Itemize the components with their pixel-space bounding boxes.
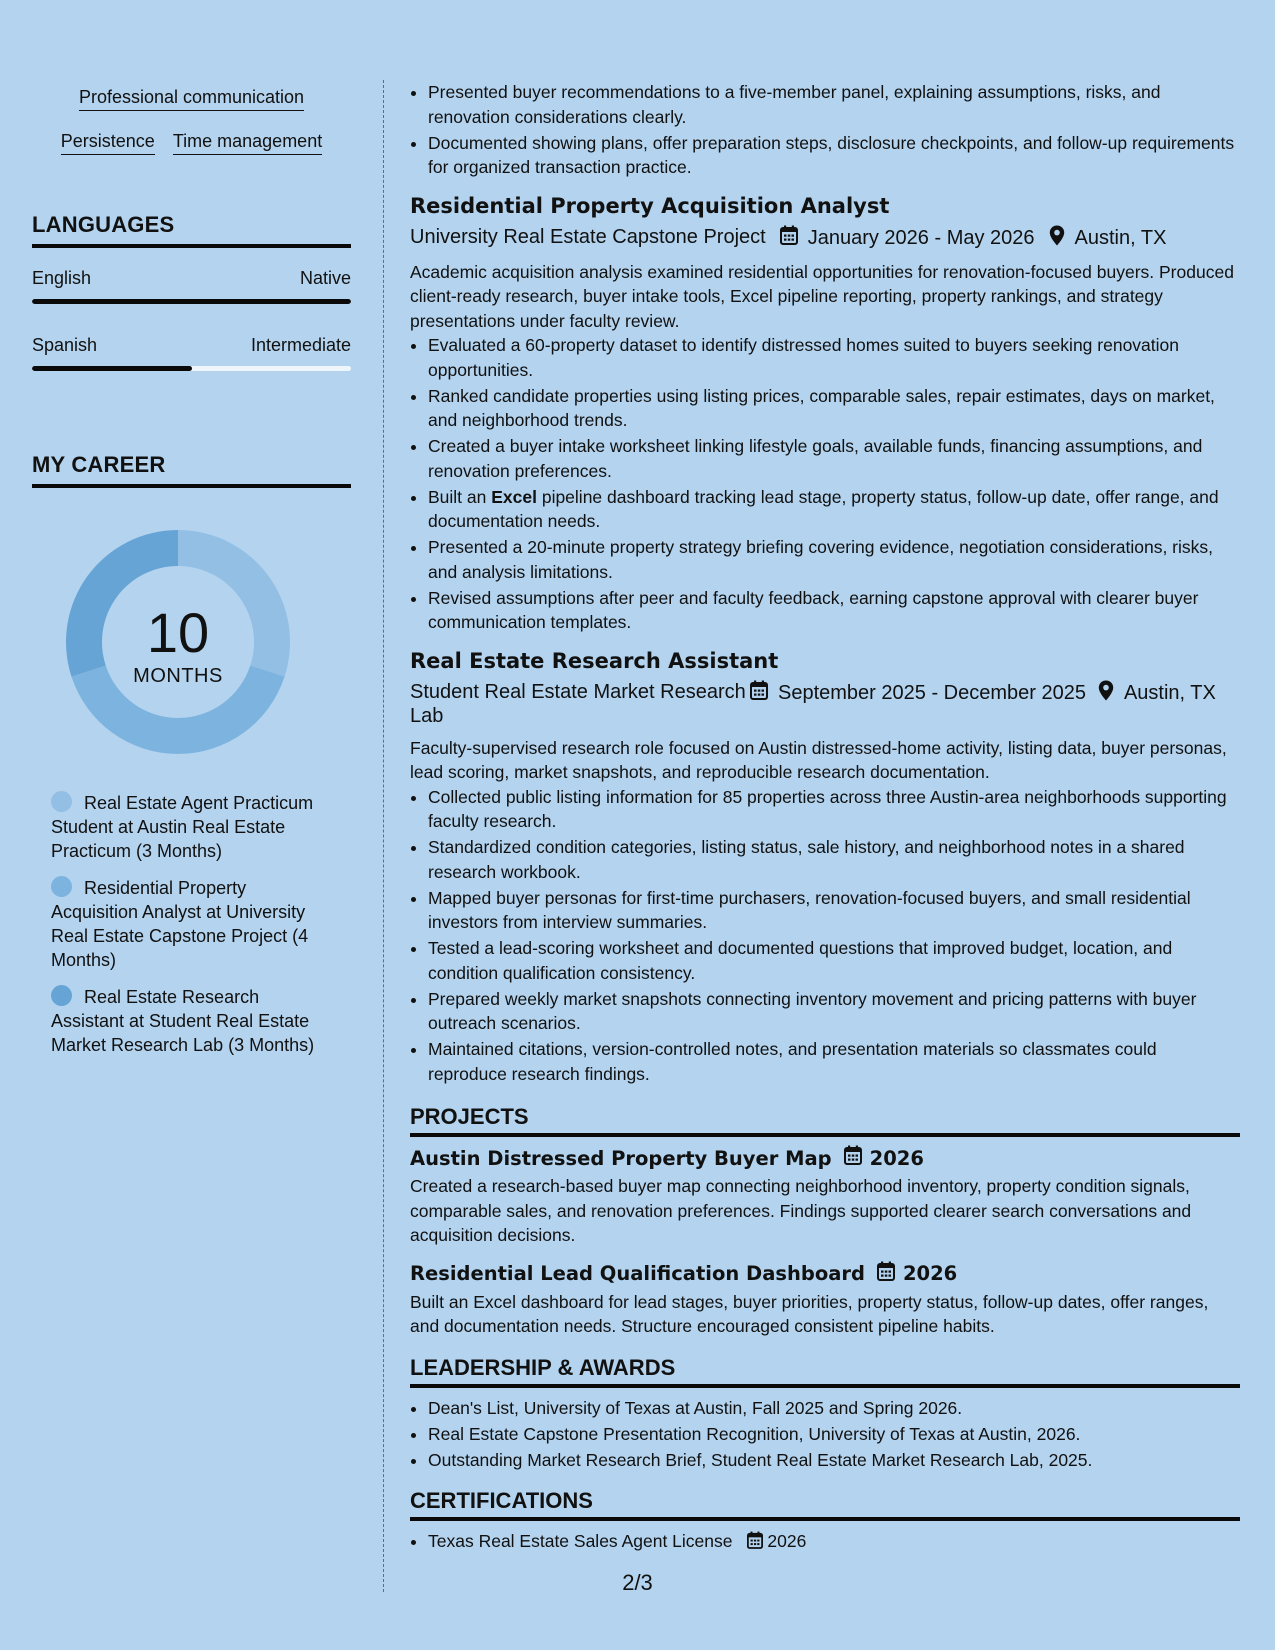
awards-section: [410, 1355, 1240, 1473]
award-item: • Real Estate Capstone Presentation Recognition, University of Texas at Austin, 2026.: [428, 1422, 1240, 1447]
career-list: [51, 791, 333, 1057]
job-meta: [410, 225, 1240, 252]
bullet-bold-text: Excel: [491, 486, 537, 507]
language-proficiency-fill: [32, 299, 351, 304]
job-location: [1049, 225, 1167, 252]
job-title: Real Estate Research Assistant: [410, 648, 779, 673]
career-item: [51, 876, 333, 972]
career-donut-chart: [66, 530, 290, 754]
job-entry: [410, 193, 1240, 635]
job-location-text: Austin, TX: [1123, 682, 1216, 704]
bullet-item: • Prepared weekly market snapshots connecting inventory movement and pricing patterns with buyer outreach scenarios.: [428, 987, 1240, 1036]
bullet-item: • Maintained citations, version-controlled notes, and presentation materials so classmates could reproduce research findings.: [428, 1037, 1240, 1086]
certification-year: 2026: [767, 1531, 807, 1551]
language-level: Intermediate: [250, 335, 351, 355]
continued-bullets: [410, 80, 1240, 180]
career-dot-icon: [51, 876, 72, 897]
job-meta: [410, 680, 1240, 728]
job-entry: [410, 648, 1240, 1087]
skills-row-2: [32, 130, 351, 155]
bullet-item: • Created a buyer intake worksheet linking lifestyle goals, available funds, financing assumptions, and renovation preferences.: [428, 434, 1240, 483]
calendar-icon: [750, 680, 768, 706]
career-item-text: Real Estate Research Assistant at Student Real Estate Market Research Lab (3 Months): [51, 987, 315, 1055]
bullet-item: • Documented showing plans, offer preparation steps, disclosure checkpoints, and follow-up requirements for organized transaction practice.: [428, 131, 1240, 180]
project-name: Residential Lead Qualification Dashboard: [410, 1262, 865, 1285]
bullet-item: • Presented buyer recommendations to a five-member panel, explaining assumptions, risks, and renovation considerations clearly.: [428, 80, 1240, 129]
bullet-item: • Ranked candidate properties using listing prices, comparable sales, repair estimates, days on market, and neighborhood trends.: [428, 384, 1240, 433]
career-dot-icon: [51, 985, 72, 1006]
language-proficiency-fill: [32, 366, 192, 371]
certification-name: Texas Real Estate Sales Agent License: [428, 1531, 733, 1551]
languages-title: LANGUAGES: [32, 212, 351, 248]
language-proficiency-bar: [32, 366, 351, 371]
job-title: Residential Property Acquisition Analyst: [410, 193, 890, 218]
project-name: Austin Distressed Property Buyer Map: [410, 1146, 832, 1170]
job-org-line: Student Real Estate Market Research: [410, 680, 746, 703]
certification-item: [428, 1529, 1240, 1556]
career-section: [32, 452, 351, 488]
skills-row-1: [32, 86, 351, 111]
career-title: MY CAREER: [32, 452, 351, 488]
skill-tag: Persistence: [61, 130, 155, 155]
project-year: 2026: [869, 1146, 924, 1170]
career-item: [51, 985, 333, 1057]
career-item-text: Residential Property Acquisition Analyst at University Real Estate Capstone Project (4 Months): [51, 878, 309, 970]
career-total-number: 10: [146, 601, 210, 664]
projects-title: PROJECTS: [410, 1104, 1240, 1137]
job-summary: Faculty-supervised research role focused on Austin distressed-home activity, listing data, buyer personas, lead scoring, market snapshots, and reproducible research documentation.: [410, 737, 1227, 782]
language-item: [32, 334, 351, 371]
job-location-text: Austin, TX: [1074, 227, 1167, 249]
job-bullets: [410, 333, 1240, 635]
skill-tag: Time management: [173, 130, 322, 155]
language-name: Spanish: [32, 335, 98, 355]
calendar-icon: [877, 1261, 895, 1288]
certifications-title: CERTIFICATIONS: [410, 1488, 1240, 1521]
job-org-line: Lab: [410, 704, 444, 727]
career-dot-icon: [51, 791, 72, 812]
bullet-item: • Mapped buyer personas for first-time purchasers, renovation-focused buyers, and small residential investors from interview summaries.: [428, 886, 1240, 935]
job-dates-text: January 2026 - May 2026: [807, 226, 1035, 249]
map-pin-icon: [1098, 680, 1114, 707]
awards-title: LEADERSHIP & AWARDS: [410, 1355, 1240, 1388]
right-column: [410, 80, 1240, 1557]
bullet-item: [428, 485, 1240, 534]
job-dates: [750, 680, 1086, 706]
certifications-list: [410, 1529, 1240, 1556]
bullet-item: • Standardized condition categories, listing status, sale history, and neighborhood notes in a shared research workbook.: [428, 835, 1240, 884]
project-year: 2026: [902, 1262, 958, 1285]
skill-tag: Professional communication: [79, 86, 304, 111]
project-entry: [410, 1261, 1240, 1339]
job-bullets: [410, 785, 1240, 1087]
bullet-item: • Revised assumptions after peer and faculty feedback, earning capstone approval with clearer buyer communication templates.: [428, 586, 1240, 635]
bullet-item: • Collected public listing information for 85 properties across three Austin-area neighborhoods supporting faculty research.: [428, 785, 1240, 834]
career-item: [51, 791, 333, 863]
language-name: English: [32, 268, 92, 288]
awards-list: [410, 1396, 1240, 1473]
job-org: University Real Estate Capstone Project: [410, 225, 766, 248]
job-summary: Academic acquisition analysis examined residential opportunities for renovation-focused buyers. Produced client-ready research, buyer intake tools, Excel pipeline reporting, property rankings, and strategy presentations under faculty review.: [410, 261, 1234, 331]
calendar-icon: [780, 225, 798, 251]
job-location: [1098, 680, 1216, 707]
calendar-icon: [844, 1145, 862, 1172]
project-title: [410, 1145, 1240, 1172]
award-item: • Dean's List, University of Texas at Austin, Fall 2025 and Spring 2026.: [428, 1396, 1240, 1421]
bullet-text: Built an: [428, 486, 492, 507]
language-item: [32, 267, 351, 304]
projects-section: [410, 1104, 1240, 1339]
project-title: [410, 1261, 1240, 1288]
bullet-item: • Evaluated a 60-property dataset to identify distressed homes suited to buyers seeking renovation opportunities.: [428, 333, 1240, 382]
project-entry: [410, 1145, 1240, 1248]
language-proficiency-bar: [32, 299, 351, 304]
language-level: Native: [299, 268, 351, 288]
languages-section: [32, 212, 351, 371]
bullet-item: • Tested a lead-scoring worksheet and documented questions that improved budget, location, and condition qualification consistency.: [428, 936, 1240, 985]
column-divider: [383, 80, 384, 1592]
award-item: • Outstanding Market Research Brief, Student Real Estate Market Research Lab, 2025.: [428, 1448, 1240, 1473]
page-number: 2/3: [622, 1570, 653, 1595]
project-description: Created a research-based buyer map connecting neighborhood inventory, property condition signals, comparable sales, and renovation preferences. Findings supported clearer search conversations and acquisition decisions.: [410, 1176, 1192, 1245]
skills-section: [32, 86, 351, 155]
bullet-text: pipeline dashboard tracking lead stage, property status, follow-up date, offer range, and documentation needs.: [428, 486, 1219, 531]
job-dates-text: September 2025 - December 2025: [778, 681, 1086, 704]
map-pin-icon: [1049, 225, 1065, 252]
calendar-icon: [747, 1531, 763, 1556]
career-total-unit: MONTHS: [133, 665, 223, 687]
project-description: Built an Excel dashboard for lead stages, buyer priorities, property status, follow-up dates, offer ranges, and documentation needs. Structure encouraged consistent pipeline habits.: [410, 1291, 1209, 1336]
job-org: [410, 680, 750, 728]
certifications-section: [410, 1488, 1240, 1556]
job-dates: [780, 225, 1035, 251]
bullet-item: • Presented a 20-minute property strategy briefing covering evidence, negotiation considerations, risks, and analysis limitations.: [428, 535, 1240, 584]
career-item-text: Real Estate Agent Practicum Student at Austin Real Estate Practicum (3 Months): [51, 793, 314, 861]
